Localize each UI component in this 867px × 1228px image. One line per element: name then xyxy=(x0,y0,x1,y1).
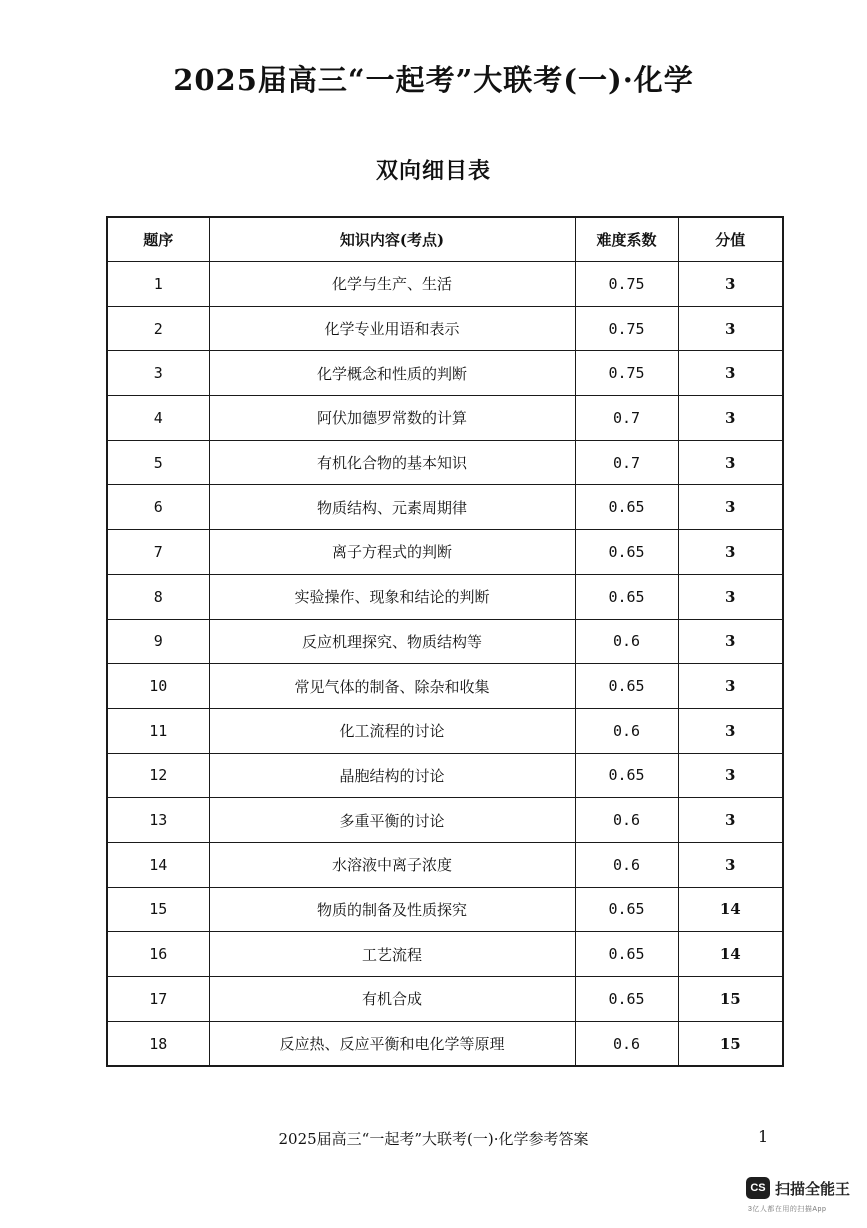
cell-question-number: 18 xyxy=(107,1021,209,1066)
cell-difficulty: 0.75 xyxy=(575,351,678,396)
cell-score: 14 xyxy=(678,932,783,977)
cell-score: 3 xyxy=(678,574,783,619)
cell-question-number: 9 xyxy=(107,619,209,664)
scanner-watermark xyxy=(746,1177,856,1217)
cell-knowledge-topic: 阿伏加德罗常数的计算 xyxy=(209,396,575,441)
cell-knowledge-topic: 化学与生产、生活 xyxy=(209,262,575,307)
table-row xyxy=(107,798,783,843)
table-title: 双向细目表 xyxy=(375,158,491,184)
cell-score: 15 xyxy=(678,1021,783,1066)
cell-score: 3 xyxy=(678,753,783,798)
table-row xyxy=(107,574,783,619)
column-header-score: 分值 xyxy=(678,217,783,262)
cell-knowledge-topic: 物质的制备及性质探究 xyxy=(209,887,575,932)
table-row xyxy=(107,708,783,753)
cell-question-number: 6 xyxy=(107,485,209,530)
cell-difficulty: 0.65 xyxy=(575,574,678,619)
cell-score: 3 xyxy=(678,396,783,441)
cell-difficulty: 0.7 xyxy=(575,396,678,441)
cell-score: 3 xyxy=(678,440,783,485)
cell-score: 3 xyxy=(678,619,783,664)
table-row xyxy=(107,664,783,709)
cell-difficulty: 0.65 xyxy=(575,977,678,1022)
table-row xyxy=(107,440,783,485)
cell-question-number: 5 xyxy=(107,440,209,485)
cell-knowledge-topic: 物质结构、元素周期律 xyxy=(209,485,575,530)
cell-difficulty: 0.75 xyxy=(575,262,678,307)
cell-knowledge-topic: 常见气体的制备、除杂和收集 xyxy=(209,664,575,709)
cell-difficulty: 0.6 xyxy=(575,798,678,843)
cell-score: 3 xyxy=(678,306,783,351)
cell-knowledge-topic: 离子方程式的判断 xyxy=(209,530,575,575)
cell-knowledge-topic: 晶胞结构的讨论 xyxy=(209,753,575,798)
cell-score: 3 xyxy=(678,262,783,307)
cell-difficulty: 0.65 xyxy=(575,485,678,530)
watermark-slogan: 3亿人都在用的扫描App xyxy=(748,1206,827,1213)
cell-difficulty: 0.6 xyxy=(575,619,678,664)
cell-question-number: 17 xyxy=(107,977,209,1022)
column-header-difficulty: 难度系数 xyxy=(575,217,678,262)
cell-question-number: 8 xyxy=(107,574,209,619)
cell-knowledge-topic: 化工流程的讨论 xyxy=(209,708,575,753)
cell-score: 3 xyxy=(678,351,783,396)
cell-difficulty: 0.65 xyxy=(575,932,678,977)
cell-question-number: 1 xyxy=(107,262,209,307)
cell-knowledge-topic: 化学专业用语和表示 xyxy=(209,306,575,351)
spec-table xyxy=(106,216,784,1067)
table-row xyxy=(107,753,783,798)
cell-question-number: 13 xyxy=(107,798,209,843)
cell-question-number: 7 xyxy=(107,530,209,575)
cell-knowledge-topic: 水溶液中离子浓度 xyxy=(209,842,575,887)
table-row xyxy=(107,932,783,977)
cell-knowledge-topic: 有机化合物的基本知识 xyxy=(209,440,575,485)
cell-score: 3 xyxy=(678,798,783,843)
column-header-num: 题序 xyxy=(107,217,209,262)
cell-difficulty: 0.65 xyxy=(575,664,678,709)
table-row xyxy=(107,485,783,530)
table-row xyxy=(107,977,783,1022)
cell-score: 3 xyxy=(678,530,783,575)
table-row xyxy=(107,351,783,396)
cell-knowledge-topic: 实验操作、现象和结论的判断 xyxy=(209,574,575,619)
cell-difficulty: 0.65 xyxy=(575,887,678,932)
table-row xyxy=(107,396,783,441)
table-row xyxy=(107,619,783,664)
cell-knowledge-topic: 有机合成 xyxy=(209,977,575,1022)
footer-text: 2025届高三“一起考”大联考(一)·化学参考答案 xyxy=(278,1130,589,1148)
watermark-app-name: 扫描全能王 xyxy=(775,1181,851,1198)
cell-score: 3 xyxy=(678,708,783,753)
cell-difficulty: 0.65 xyxy=(575,753,678,798)
table-row xyxy=(107,530,783,575)
cell-difficulty: 0.6 xyxy=(575,1021,678,1066)
cell-question-number: 16 xyxy=(107,932,209,977)
table-row xyxy=(107,1021,783,1066)
cell-question-number: 14 xyxy=(107,842,209,887)
cell-question-number: 15 xyxy=(107,887,209,932)
page-title: 2025届高三“一起考”大联考(一)·化学 xyxy=(173,63,694,97)
table-row xyxy=(107,887,783,932)
cell-question-number: 12 xyxy=(107,753,209,798)
cell-question-number: 4 xyxy=(107,396,209,441)
cell-score: 14 xyxy=(678,887,783,932)
table-body xyxy=(107,262,783,1067)
cell-question-number: 10 xyxy=(107,664,209,709)
cell-question-number: 3 xyxy=(107,351,209,396)
table-row xyxy=(107,262,783,307)
cell-knowledge-topic: 工艺流程 xyxy=(209,932,575,977)
cell-question-number: 11 xyxy=(107,708,209,753)
cell-knowledge-topic: 化学概念和性质的判断 xyxy=(209,351,575,396)
table-row xyxy=(107,842,783,887)
cell-difficulty: 0.7 xyxy=(575,440,678,485)
table-row xyxy=(107,306,783,351)
cell-score: 3 xyxy=(678,485,783,530)
page-number: 1 xyxy=(758,1127,769,1146)
column-header-topic: 知识内容(考点) xyxy=(209,217,575,262)
table-header-row xyxy=(107,217,783,262)
cell-difficulty: 0.6 xyxy=(575,708,678,753)
cell-score: 15 xyxy=(678,977,783,1022)
cell-difficulty: 0.75 xyxy=(575,306,678,351)
cell-knowledge-topic: 反应机理探究、物质结构等 xyxy=(209,619,575,664)
cell-knowledge-topic: 反应热、反应平衡和电化学等原理 xyxy=(209,1021,575,1066)
cell-question-number: 2 xyxy=(107,306,209,351)
cell-knowledge-topic: 多重平衡的讨论 xyxy=(209,798,575,843)
camscanner-logo-icon: CS xyxy=(746,1177,770,1199)
cell-difficulty: 0.6 xyxy=(575,842,678,887)
cell-score: 3 xyxy=(678,664,783,709)
cell-difficulty: 0.65 xyxy=(575,530,678,575)
cell-score: 3 xyxy=(678,842,783,887)
